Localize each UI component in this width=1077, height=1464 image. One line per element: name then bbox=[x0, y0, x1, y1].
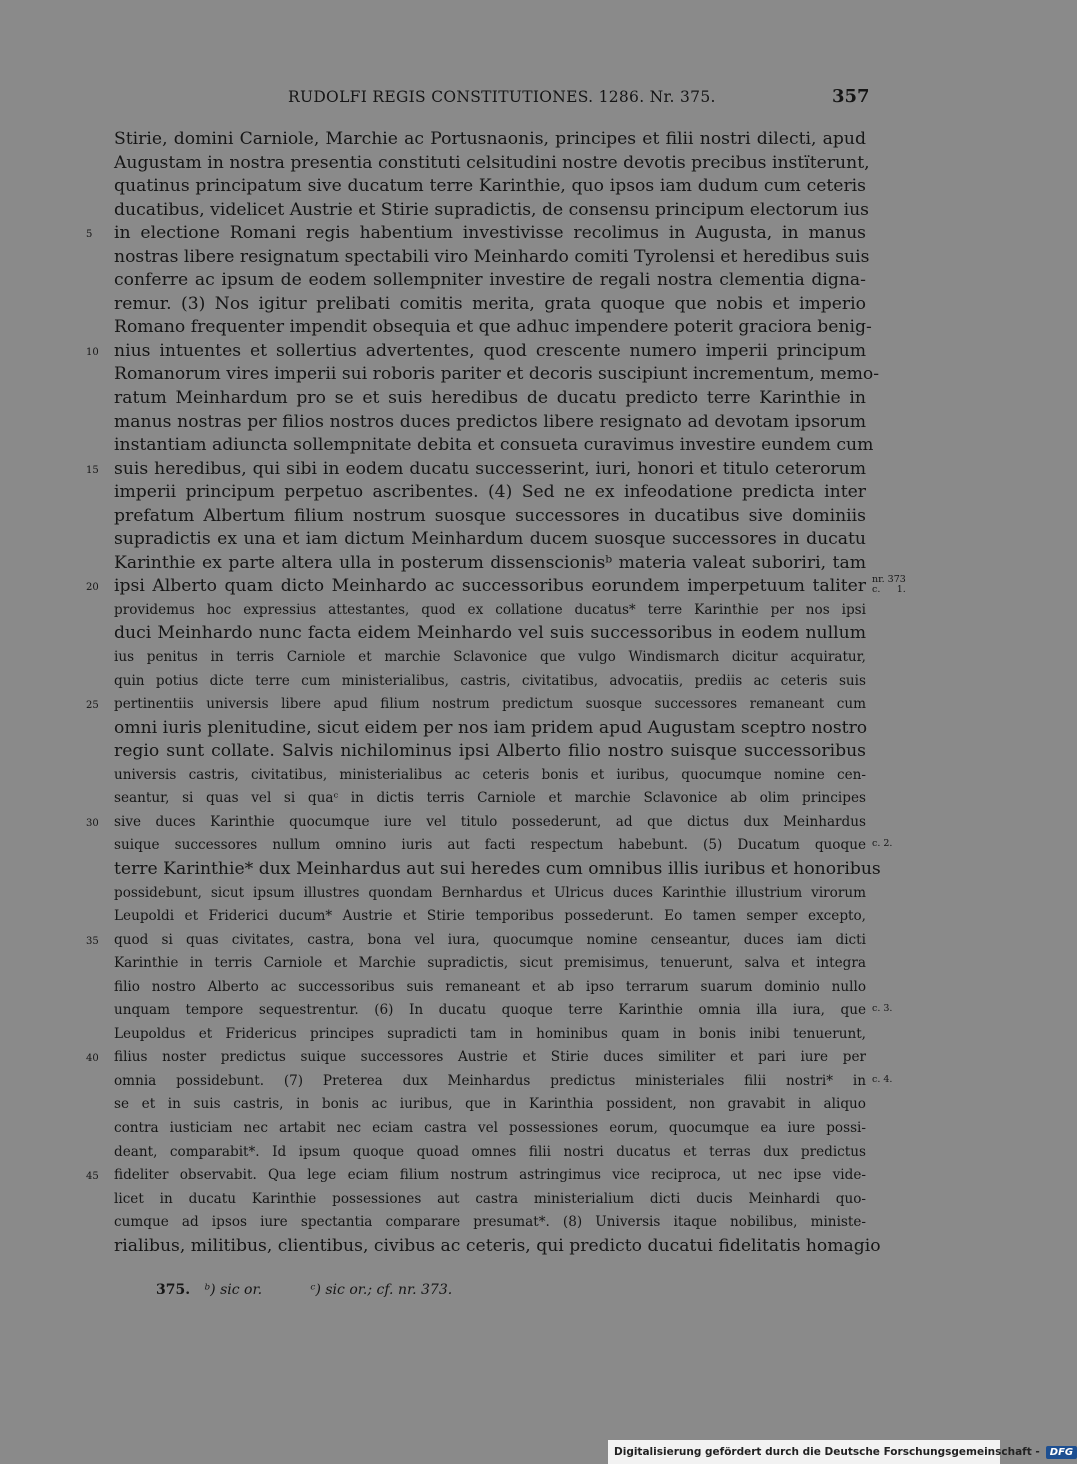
line-text: possidebunt, sicut ipsum illustres quondam Bernhardus et Ulricus duces Karinthie illustrium virorum bbox=[114, 884, 866, 901]
line-text: rialibus, militibus, clientibus, civibus ac ceteris, qui predicto ducatui fidelitatis homagio bbox=[114, 1235, 881, 1256]
margin-note: c. 2. bbox=[872, 838, 893, 850]
line-text: Romanorum vires imperii sui roboris pariter et decoris suscipiunt incrementum, memo- bbox=[114, 364, 880, 385]
text-line bbox=[114, 858, 881, 882]
line-text: omni iuris plenitudine, sicut eidem per nos iam pridem apud Augustam sceptro nostro bbox=[114, 717, 868, 738]
page-number: 357 bbox=[832, 86, 870, 107]
footnote-c: ᶜ) sic or.; cf. nr. 373. bbox=[310, 1282, 453, 1298]
line-number: 25 bbox=[86, 700, 99, 712]
text-line bbox=[114, 363, 880, 387]
text-line bbox=[114, 646, 866, 670]
line-text: regio sunt collate. Salvis nichilominus ipsi Alberto filio nostro suisque successoribus bbox=[114, 741, 866, 762]
line-text: quin potius dicte terre cum ministerialibus, castris, civitatibus, advocatiis, prediis ac ceteris suis bbox=[114, 672, 866, 689]
line-text: nostras libere resignatum spectabili viro Meinhardo comiti Tyrolensi et heredibus suis bbox=[114, 246, 870, 267]
line-text: quatinus principatum sive ducatum terre Karinthie, quo ipsos iam dudum cum ceteris bbox=[114, 176, 866, 197]
line-text: conferre ac ipsum de eodem sollempniter investire de regali nostra clementia digna- bbox=[114, 270, 866, 291]
text-line bbox=[114, 999, 893, 1023]
line-text: sive duces Karinthie quocumque iure vel titulo possederunt, ad que dictus dux Meinhardus bbox=[114, 813, 866, 830]
line-text: ratum Meinhardum pro se et suis heredibus de ducatu predicto terre Karinthie in bbox=[114, 388, 866, 409]
margin-note: nr. 373 c. 1. bbox=[872, 574, 906, 596]
text-line bbox=[114, 528, 866, 552]
line-text: fideliter observabit. Qua lege eciam filium nostrum astringimus vice reciproca, ut nec ipse vide- bbox=[114, 1167, 866, 1184]
line-text: se et in suis castris, in bonis ac iuribus, que in Karinthia possident, non gravabit in aliquo bbox=[114, 1096, 866, 1113]
text-line bbox=[114, 552, 866, 576]
text-line bbox=[114, 717, 866, 741]
text-line bbox=[114, 128, 866, 152]
text-line bbox=[114, 1117, 866, 1141]
text-line bbox=[114, 199, 869, 223]
text-line bbox=[86, 340, 866, 364]
line-text: Romano frequenter impendit obsequia et que adhuc impendere poterit graciora benig- bbox=[114, 317, 872, 338]
text-line bbox=[114, 599, 866, 623]
text-line bbox=[114, 293, 866, 317]
text-line bbox=[86, 1164, 866, 1188]
text-line bbox=[114, 1070, 893, 1094]
line-text: Leupoldus et Fridericus principes supradicti tam in hominibus quam in bonis inibi tenuerunt, bbox=[114, 1025, 866, 1042]
line-number: 10 bbox=[86, 346, 99, 358]
text-line bbox=[114, 387, 866, 411]
line-text: deant, comparabit*. Id ipsum quoque quoad omnes filii nostri ducatus et terras dux predictus bbox=[114, 1143, 866, 1160]
line-text: remur. (3) Nos igitur prelibati comitis merita, grata quoque que nobis et imperio bbox=[114, 293, 866, 314]
line-number: 40 bbox=[86, 1053, 99, 1065]
text-line bbox=[114, 1188, 866, 1212]
line-text: manus nostras per filios nostros duces predictos libere resignato ad devotam ipsorum bbox=[114, 411, 866, 432]
text-line bbox=[114, 976, 866, 1000]
line-text: Augustam in nostra presentia constituti celsitudini nostre devotis precibus instïterunt, bbox=[114, 152, 870, 173]
text-line bbox=[86, 693, 866, 717]
dfg-credit-text: Digitalisierung gefördert durch die Deutsche Forschungsgemeinschaft - bbox=[614, 1446, 1040, 1458]
text-line bbox=[114, 505, 866, 529]
line-text: filio nostro Alberto ac successoribus suis remaneant et ab ipso terrarum suarum dominio nullo bbox=[114, 978, 866, 995]
text-line bbox=[114, 764, 866, 788]
text-line bbox=[114, 1023, 866, 1047]
line-text: imperii principum perpetuo ascribentes. (4) Sed ne ex infeodatione predicta inter bbox=[114, 482, 866, 503]
dfg-logo: DFG bbox=[1046, 1446, 1077, 1459]
line-text: seantur, si quas vel si quaᶜ in dictis terris Carniole et marchie Sclavonice ab olim principes bbox=[114, 790, 866, 807]
line-text: ius penitus in terris Carniole et marchie Sclavonice que vulgo Windismarch dicitur acquiratur, bbox=[114, 649, 866, 666]
text-line bbox=[86, 929, 866, 953]
text-line bbox=[114, 787, 866, 811]
text-line bbox=[114, 670, 866, 694]
text-line bbox=[114, 481, 866, 505]
line-number: 45 bbox=[86, 1171, 99, 1183]
line-text: instantiam adiuncta sollempnitate debita et consueta curavimus investire eundem cum bbox=[114, 435, 874, 456]
footnotes bbox=[156, 1282, 452, 1298]
line-text: cumque ad ipsos iure spectantia comparare presumat*. (8) Universis itaque nobilibus, ministe- bbox=[114, 1214, 866, 1231]
text-line bbox=[114, 269, 866, 293]
line-text: Karinthie in terris Carniole et Marchie supradictis, sicut premisimus, tenuerunt, salva et integra bbox=[114, 955, 866, 972]
line-text: Leupoldi et Friderici ducum* Austrie et Stirie temporibus possederunt. Eo tamen semper excepto, bbox=[114, 908, 866, 925]
text-line bbox=[86, 1046, 866, 1070]
text-line bbox=[114, 175, 866, 199]
text-line bbox=[114, 411, 866, 435]
line-text: pertinentiis universis libere apud filium nostrum predictum suosque successores remaneant cum bbox=[114, 696, 866, 713]
footnote-document-number: 375. bbox=[156, 1282, 191, 1298]
line-text: in electione Romani regis habentium investivisse recolimus in Augusta, in manus bbox=[114, 223, 866, 244]
line-number: 15 bbox=[86, 464, 99, 476]
line-text: providemus hoc expressius attestantes, quod ex collatione ducatus* terre Karinthie per nos ipsi bbox=[114, 601, 866, 618]
line-text: supradictis ex una et iam dictum Meinhardum ducem suosque successores in ducatu bbox=[114, 529, 866, 550]
text-line bbox=[86, 811, 866, 835]
line-text: duci Meinhardo nunc facta eidem Meinhardo vel suis successoribus in eodem nullum bbox=[114, 623, 866, 644]
text-line bbox=[86, 574, 906, 599]
text-line bbox=[114, 1141, 866, 1165]
margin-note: c. 4. bbox=[872, 1073, 893, 1085]
line-text: quod si quas civitates, castra, bona vel iura, quocumque nomine censeantur, duces iam dicti bbox=[114, 931, 866, 948]
text-line bbox=[114, 952, 866, 976]
line-text: unquam tempore sequestrentur. (6) In ducatu quoque terre Karinthie omnia illa iura, que bbox=[114, 1002, 866, 1019]
line-text: ducatibus, videlicet Austrie et Stirie supradictis, de consensu principum electorum ius bbox=[114, 199, 869, 220]
line-text: Karinthie ex parte altera ulla in posterum dissenscionisᵇ materia valeat suboriri, tam bbox=[114, 552, 866, 573]
text-line bbox=[114, 1235, 881, 1259]
text-line bbox=[114, 882, 866, 906]
line-number: 20 bbox=[86, 582, 99, 594]
line-text: filius noster predictus suique successores Austrie et Stirie duces similiter et pari iure per bbox=[114, 1049, 866, 1066]
footnote-b: ᵇ) sic or. bbox=[204, 1282, 263, 1298]
margin-note: c. 3. bbox=[872, 1003, 893, 1015]
line-text: contra iusticiam nec artabit nec eciam castra vel possessiones eorum, quocumque ea iure possi- bbox=[114, 1119, 866, 1136]
line-text: licet in ducatu Karinthie possessiones aut castra ministerialium dicti ducis Meinhardi quo- bbox=[114, 1190, 866, 1207]
text-line bbox=[114, 1093, 866, 1117]
text-line bbox=[114, 834, 893, 858]
text-line bbox=[114, 316, 872, 340]
dfg-credit-bar bbox=[608, 1440, 1074, 1464]
body-text bbox=[86, 128, 906, 1258]
line-text: universis castris, civitatibus, ministerialibus ac ceteris bonis et iuribus, quocumque nomine cen- bbox=[114, 766, 866, 783]
line-text: Stirie, domini Carniole, Marchie ac Portusnaonis, principes et filii nostri dilecti, apud bbox=[114, 129, 866, 149]
page-header bbox=[0, 88, 1000, 110]
text-line bbox=[114, 434, 874, 458]
line-number: 5 bbox=[86, 229, 93, 241]
running-title: RUDOLFI REGIS CONSTITUTIONES. 1286. Nr. 375. bbox=[288, 88, 716, 106]
line-number: 30 bbox=[86, 817, 99, 829]
text-line bbox=[114, 152, 870, 176]
text-line bbox=[114, 622, 866, 646]
line-text: terre Karinthie* dux Meinhardus aut sui heredes cum omnibus illis iuribus et honoribus bbox=[114, 858, 881, 879]
text-line bbox=[114, 740, 866, 764]
line-text: prefatum Albertum filium nostrum suosque successores in ducatibus sive dominiis bbox=[114, 505, 866, 526]
text-line bbox=[114, 246, 870, 270]
text-line bbox=[114, 905, 866, 929]
line-text: suis heredibus, qui sibi in eodem ducatu successerint, iuri, honori et titulo ceterorum bbox=[114, 458, 866, 479]
line-number: 35 bbox=[86, 935, 99, 947]
text-line bbox=[114, 1211, 866, 1235]
text-line bbox=[86, 458, 866, 482]
line-text: omnia possidebunt. (7) Preterea dux Meinhardus predictus ministeriales filii nostri* in bbox=[114, 1072, 866, 1089]
line-text: ipsi Alberto quam dicto Meinhardo ac successoribus eorundem imperpetuum taliter bbox=[114, 576, 866, 597]
line-text: suique successores nullum omnino iuris aut facti respectum habebunt. (5) Ducatum quoque bbox=[114, 837, 866, 854]
text-line bbox=[86, 222, 866, 246]
line-text: nius intuentes et sollertius advertentes, quod crescente numero imperii principum bbox=[114, 340, 866, 361]
